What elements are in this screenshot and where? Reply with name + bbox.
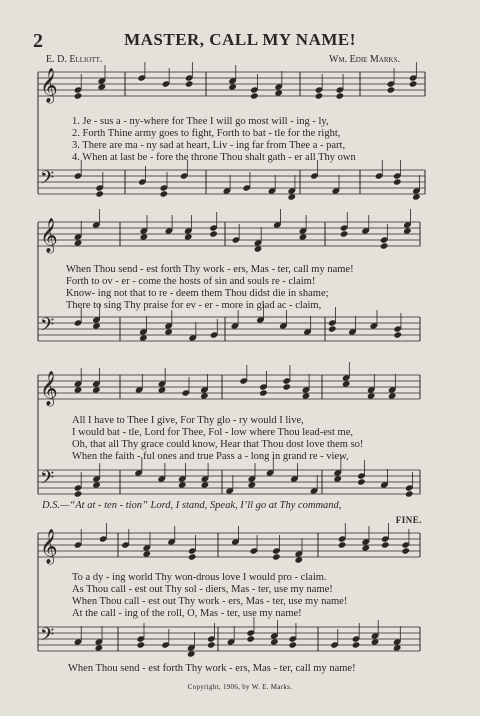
- note-head: [248, 481, 257, 488]
- note-head: [409, 80, 418, 87]
- treble-clef-icon: 𝄞: [40, 68, 58, 103]
- system4-refrain: When Thou send - est forth Thy work - ers, Mas - ter, call my name!: [68, 663, 356, 674]
- bass-clef-icon: 𝄢: [40, 168, 55, 193]
- bass-clef-icon: 𝄢: [40, 468, 55, 493]
- note-head: [184, 233, 193, 240]
- note-head: [92, 481, 101, 488]
- note-head: [342, 380, 351, 387]
- system3-verse2: I would bat - tle, Lord for Thee, Fol - low where Thou lead-est me,: [72, 427, 353, 438]
- note-head: [95, 644, 104, 651]
- note-head: [259, 389, 268, 396]
- system2-verse2: Forth to ov - er - come the hosts of sin and souls re - claim!: [66, 276, 316, 287]
- staff-treble: [38, 72, 425, 96]
- system3-verse3: Oh, that all Thy grace could know, Hear that Thou dost love them so!: [72, 439, 364, 450]
- system4-verse4: At the call - ing of the roll, O, Mas - ter, use my name!: [72, 608, 302, 619]
- system2-verse3: Know- ing not that to re - deem them Thou didst die in shame;: [66, 288, 329, 299]
- note-head: [246, 635, 255, 642]
- note-head: [270, 638, 279, 645]
- note-head: [207, 641, 216, 648]
- staff-bass: [38, 170, 425, 194]
- system3-verse4: When the faith - ful ones and true Pass a - long in grand re - view,: [72, 451, 349, 462]
- note-head: [140, 233, 149, 240]
- note-head: [367, 392, 376, 399]
- ds-line: D.S.—“At at - ten - tion” Lord, I stand, Speak, I’ll go at Thy command,: [42, 500, 342, 511]
- note-head: [209, 230, 218, 237]
- note-head: [74, 490, 83, 497]
- note-head: [254, 245, 263, 252]
- staff-treble: [38, 533, 420, 557]
- note-head: [315, 92, 324, 99]
- system1-verse2: 2. Forth Thine army goes to fight, Forth to bat - tle for the right,: [72, 128, 341, 139]
- note-head: [272, 553, 281, 560]
- page-number: 2: [33, 30, 43, 52]
- note-head: [200, 392, 209, 399]
- note-head: [338, 541, 347, 548]
- system1-verse1: 1. Je - sus a - ny-where for Thee I will go most will - ing - ly,: [72, 116, 329, 127]
- note-head: [393, 644, 402, 651]
- note-head: [158, 386, 167, 393]
- system3-verse1: All I have to Thee I give, For Thy glo - ry would I live,: [72, 415, 304, 426]
- note-head: [288, 641, 297, 648]
- note-head: [388, 392, 397, 399]
- note-head: [387, 86, 396, 93]
- note-head: [352, 641, 361, 648]
- note-head: [98, 83, 107, 90]
- lyricist-credit: E. D. Elliott.: [46, 54, 103, 65]
- note-head: [160, 190, 169, 197]
- note-head: [142, 550, 151, 557]
- system1-verse3: 3. There are ma - ny sad at heart, Liv - ing far from Thee a - part,: [72, 140, 346, 151]
- system4-verse2: As Thou call - est out Thy sol - diers, Mas - ter, use my name!: [72, 584, 333, 595]
- note-head: [412, 193, 421, 200]
- staff-treble: [38, 375, 420, 399]
- note-head: [187, 650, 196, 657]
- note-head: [287, 193, 296, 200]
- note-head: [92, 322, 101, 329]
- note-head: [361, 544, 370, 551]
- note-head: [393, 331, 402, 338]
- note-head: [139, 334, 148, 341]
- system4-verse1: To a dy - ing world Thy won-drous love I would pro - claim.: [72, 572, 327, 583]
- system2-verse1: When Thou send - est forth Thy work - ers, Mas - ter, call my name!: [66, 264, 354, 275]
- bass-clef-icon: 𝄢: [40, 315, 55, 340]
- note-head: [340, 230, 349, 237]
- note-head: [401, 547, 410, 554]
- note-head: [250, 92, 259, 99]
- note-head: [137, 641, 146, 648]
- note-head: [299, 233, 308, 240]
- note-head: [178, 481, 187, 488]
- treble-clef-icon: 𝄞: [40, 371, 58, 406]
- note-head: [336, 92, 345, 99]
- note-head: [357, 478, 366, 485]
- note-head: [74, 239, 83, 246]
- note-head: [333, 475, 342, 482]
- note-head: [201, 481, 210, 488]
- note-head: [405, 490, 414, 497]
- note-head: [274, 89, 283, 96]
- system1-verse4: 4. When at last be - fore the throne Thou shalt gath - er all Thy own: [72, 152, 356, 163]
- note-head: [92, 386, 101, 393]
- system4-verse3: When Thou call - est out Thy work - ers, Mas - ter, use my name!: [72, 596, 348, 607]
- note-head: [381, 541, 390, 548]
- note-head: [328, 325, 337, 332]
- copyright-notice: Copyright, 1906, by W. E. Marks.: [187, 683, 293, 691]
- note-head: [95, 190, 104, 197]
- composer-credit: Wm. Edie Marks.: [329, 54, 400, 65]
- note-head: [228, 83, 237, 90]
- system2-verse4: There to sing Thy praise for ev - er - more in glad ac - claim,: [66, 300, 322, 311]
- treble-clef-icon: 𝄞: [40, 529, 58, 564]
- note-head: [185, 80, 194, 87]
- note-head: [74, 386, 83, 393]
- note-head: [74, 92, 83, 99]
- hymn-title: MASTER, CALL MY NAME!: [124, 30, 356, 49]
- note-head: [188, 553, 197, 560]
- fine-marker: FINE.: [395, 515, 422, 525]
- bass-clef-icon: 𝄢: [40, 625, 55, 650]
- note-head: [282, 383, 291, 390]
- note-head: [403, 227, 412, 234]
- note-head: [164, 328, 173, 335]
- note-head: [371, 638, 380, 645]
- treble-clef-icon: 𝄞: [40, 218, 58, 253]
- staff-bass: [38, 627, 420, 651]
- note-head: [393, 178, 402, 185]
- note-head: [294, 556, 303, 563]
- note-head: [302, 392, 311, 399]
- note-head: [380, 242, 389, 249]
